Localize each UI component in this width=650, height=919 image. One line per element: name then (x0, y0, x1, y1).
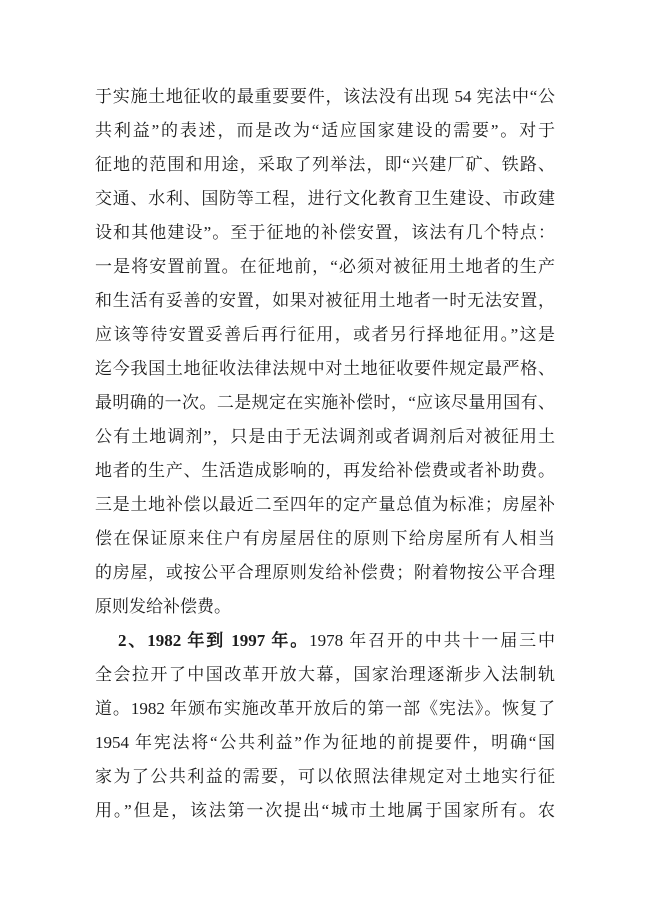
text-segment: 征地的范围和用途，采取了列举法，即“兴建厂矿、铁路、 (95, 155, 555, 174)
bold-text-segment: 2、1982 年到 1997 年。 (118, 631, 310, 650)
text-segment: 设和其他建设”。至于征地的补偿安置，该法有几个特点： (95, 223, 555, 242)
text-line (95, 454, 555, 488)
text-line (95, 794, 555, 828)
text-segment: 三是土地补偿以最近二至四年的定产量总值为标准；房屋补 (95, 495, 555, 514)
text-segment: 1978 年召开的中共十一届三中 (309, 631, 555, 650)
text-line (95, 114, 555, 148)
text-line (95, 284, 555, 318)
text-segment: 家为了公共利益的需要，可以依照法律规定对土地实行征 (95, 767, 555, 786)
text-line (95, 386, 555, 420)
text-segment: 原则发给补偿费。 (95, 597, 231, 616)
text-block (95, 80, 555, 828)
text-segment: 的房屋，或按公平合理原则发给补偿费；附着物按公平合理 (95, 563, 555, 582)
text-line (95, 148, 555, 182)
text-segment: 应该等待安置妥善后再行征用，或者另行择地征用。”这是 (95, 325, 555, 344)
text-segment: 最明确的一次。二是规定在实施补偿时，“应该尽量用国有、 (95, 393, 555, 412)
text-segment: 偿在保证原来住户有房屋居住的原则下给房屋所有人相当 (95, 529, 555, 548)
text-line (95, 318, 555, 352)
text-line (95, 624, 555, 658)
text-line (95, 182, 555, 216)
paragraph-2 (95, 624, 555, 828)
text-line (95, 590, 555, 624)
text-line (95, 80, 555, 114)
text-segment: 全会拉开了中国改革开放大幕，国家治理逐渐步入法制轨 (95, 665, 555, 684)
text-segment: 公有土地调剂”，只是由于无法调剂或者调剂后对被征用土 (95, 427, 555, 446)
text-line (95, 556, 555, 590)
text-line (95, 420, 555, 454)
text-line (95, 352, 555, 386)
text-line (95, 726, 555, 760)
text-segment: 一是将安置前置。在征地前，“必须对被征用土地者的生产 (95, 257, 555, 276)
text-line (95, 488, 555, 522)
text-segment: 道。1982 年颁布实施改革开放后的第一部《宪法》。恢复了 (95, 699, 555, 718)
text-segment: 于实施土地征收的最重要要件，该法没有出现 54 宪法中“公 (95, 87, 555, 106)
text-segment: 和生活有妥善的安置，如果对被征用土地者一时无法安置， (95, 291, 555, 310)
text-segment: 地者的生产、生活造成影响的，再发给补偿费或者补助费。 (95, 461, 555, 480)
text-line (95, 760, 555, 794)
paragraph-1 (95, 80, 555, 624)
text-line (95, 658, 555, 692)
text-segment: 用。”但是，该法第一次提出“城市土地属于国家所有。农 (95, 801, 555, 820)
text-segment: 迄今我国土地征收法律法规中对土地征收要件规定最严格、 (95, 359, 555, 378)
text-line (95, 522, 555, 556)
text-line (95, 692, 555, 726)
text-segment: 共利益”的表述，而是改为“适应国家建设的需要”。对于 (95, 121, 555, 140)
text-line (95, 250, 555, 284)
text-line (95, 216, 555, 250)
text-segment: 交通、水利、国防等工程，进行文化教育卫生建设、市政建 (95, 189, 555, 208)
text-segment: 1954 年宪法将“公共利益”作为征地的前提要件，明确“国 (95, 733, 555, 752)
